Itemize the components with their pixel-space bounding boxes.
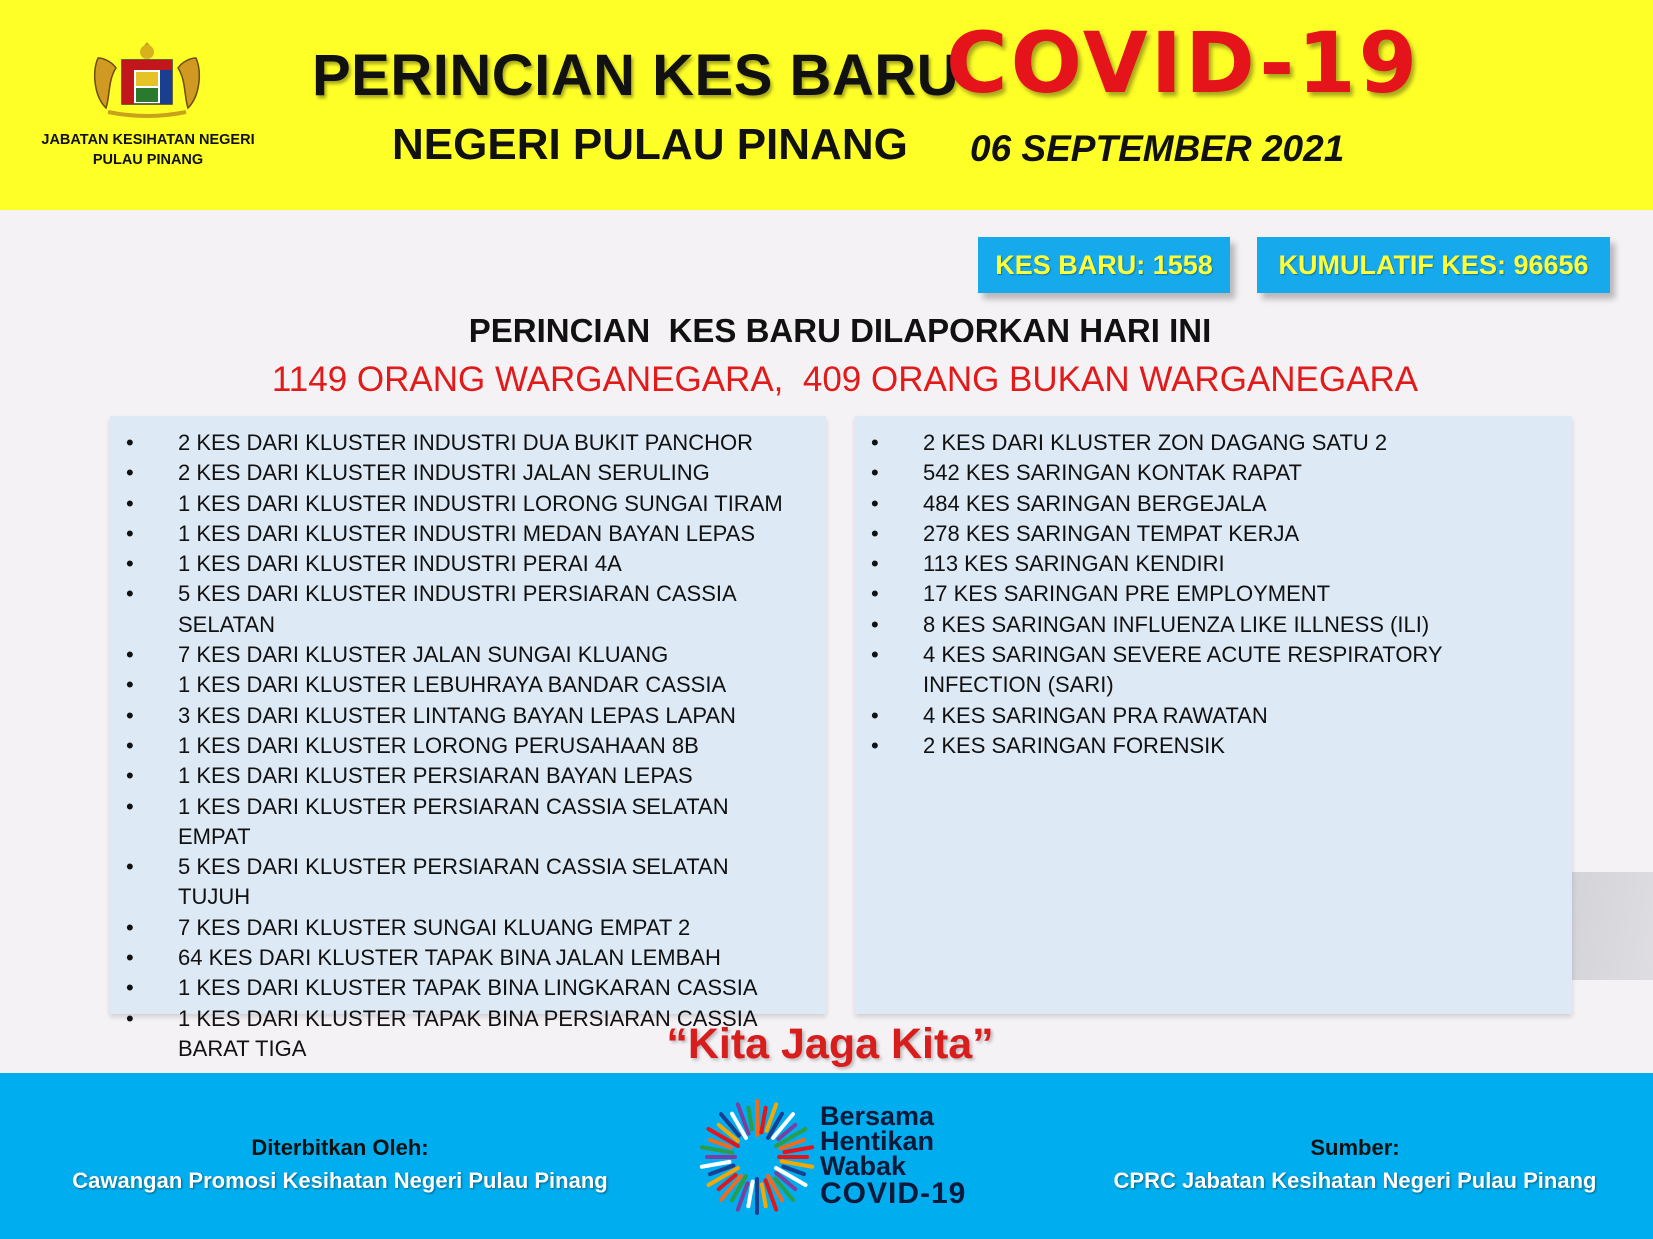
list-item: • 1 KES DARI KLUSTER INDUSTRI LORONG SUNGAI TIRAM: [110, 489, 826, 519]
list-item: • 4 KES SARINGAN PRA RAWATAN: [855, 701, 1572, 731]
left-case-panel: [110, 416, 826, 1061]
coat-of-arms-icon: [88, 38, 206, 120]
list-item: • 64 KES DARI KLUSTER TAPAK BINA JALAN LEMBAH: [110, 943, 826, 973]
citizenship-breakdown: 1149 ORANG WARGANEGARA, 409 ORANG BUKAN WARGANEGARA: [271, 360, 1419, 399]
list-item: • 2 KES DARI KLUSTER INDUSTRI JALAN SERULING: [110, 458, 826, 488]
campaign-line-4: COVID-19: [820, 1177, 967, 1210]
details-heading: PERINCIAN KES BARU DILAPORKAN HARI INI: [468, 312, 1212, 349]
list-item: • 2 KES SARINGAN FORENSIK: [855, 731, 1572, 761]
list-item: • 4 KES SARINGAN SEVERE ACUTE RESPIRATORY INFECTION (SARI): [855, 640, 1572, 701]
list-item: • 5 KES DARI KLUSTER PERSIARAN CASSIA SELATAN TUJUH: [110, 852, 826, 913]
list-item: • 1 KES DARI KLUSTER TAPAK BINA PERSIARAN CASSIA BARAT TIGA: [110, 1004, 826, 1065]
list-item: • 113 KES SARINGAN KENDIRI: [855, 549, 1572, 579]
list-item: • 2 KES DARI KLUSTER INDUSTRI DUA BUKIT PANCHOR: [110, 428, 826, 458]
page-title: PERINCIAN KES BARU: [312, 43, 960, 108]
list-item: • 1 KES DARI KLUSTER TAPAK BINA LINGKARAN CASSIA: [110, 973, 826, 1003]
state-title: NEGERI PULAU PINANG: [392, 120, 908, 169]
cumulative-cases-badge: KUMULATIF KES: 96656: [1257, 237, 1610, 293]
campaign-line-3: Wabak: [820, 1151, 907, 1181]
list-item: • 1 KES DARI KLUSTER LORONG PERUSAHAAN 8B: [110, 731, 826, 761]
right-case-panel: [855, 416, 1572, 1014]
list-item: • 484 KES SARINGAN BERGEJALA: [855, 489, 1572, 519]
list-item: • 2 KES DARI KLUSTER ZON DAGANG SATU 2: [855, 428, 1572, 458]
new-cases-badge: KES BARU: 1558: [978, 237, 1230, 293]
list-item: • 1 KES DARI KLUSTER PERSIARAN CASSIA SELATAN EMPAT: [110, 792, 826, 853]
list-item: • 1 KES DARI KLUSTER LEBUHRAYA BANDAR CASSIA: [110, 670, 826, 700]
list-item: • 7 KES DARI KLUSTER SUNGAI KLUANG EMPAT 2: [110, 913, 826, 943]
campaign-burst-logo-icon: [698, 1098, 816, 1216]
right-case-list: [855, 416, 1572, 761]
source-name: CPRC Jabatan Kesihatan Negeri Pulau Pinang: [1113, 1168, 1597, 1193]
source-label: Sumber:: [1310, 1135, 1400, 1160]
list-item: • 5 KES DARI KLUSTER INDUSTRI PERSIARAN CASSIA SELATAN: [110, 579, 826, 640]
slogan: “Kita Jaga Kita”: [666, 1020, 994, 1068]
covid-title: COVID-19: [946, 14, 1421, 112]
campaign-line-1: Bersama: [820, 1101, 935, 1131]
list-item: • 1 KES DARI KLUSTER INDUSTRI MEDAN BAYAN LEPAS: [110, 519, 826, 549]
list-item: • 1 KES DARI KLUSTER PERSIARAN BAYAN LEPAS: [110, 761, 826, 791]
department-name: JABATAN KESIHATAN NEGERI PULAU PINANG: [41, 132, 255, 168]
campaign-logo-text: [820, 1101, 967, 1210]
list-item: • 278 KES SARINGAN TEMPAT KERJA: [855, 519, 1572, 549]
campaign-line-2: Hentikan: [820, 1126, 935, 1156]
list-item: • 3 KES DARI KLUSTER LINTANG BAYAN LEPAS LAPAN: [110, 701, 826, 731]
list-item: • 1 KES DARI KLUSTER INDUSTRI PERAI 4A: [110, 549, 826, 579]
list-item: • 542 KES SARINGAN KONTAK RAPAT: [855, 458, 1572, 488]
list-item: • 7 KES DARI KLUSTER JALAN SUNGAI KLUANG: [110, 640, 826, 670]
published-label: Diterbitkan Oleh:: [251, 1135, 429, 1160]
report-date: 06 SEPTEMBER 2021: [970, 128, 1345, 169]
left-case-list: [110, 416, 826, 1064]
list-item: • 17 KES SARINGAN PRE EMPLOYMENT: [855, 579, 1572, 609]
publisher-name: Cawangan Promosi Kesihatan Negeri Pulau Pinang: [72, 1168, 608, 1193]
list-item: • 8 KES SARINGAN INFLUENZA LIKE ILLNESS (ILI): [855, 610, 1572, 640]
